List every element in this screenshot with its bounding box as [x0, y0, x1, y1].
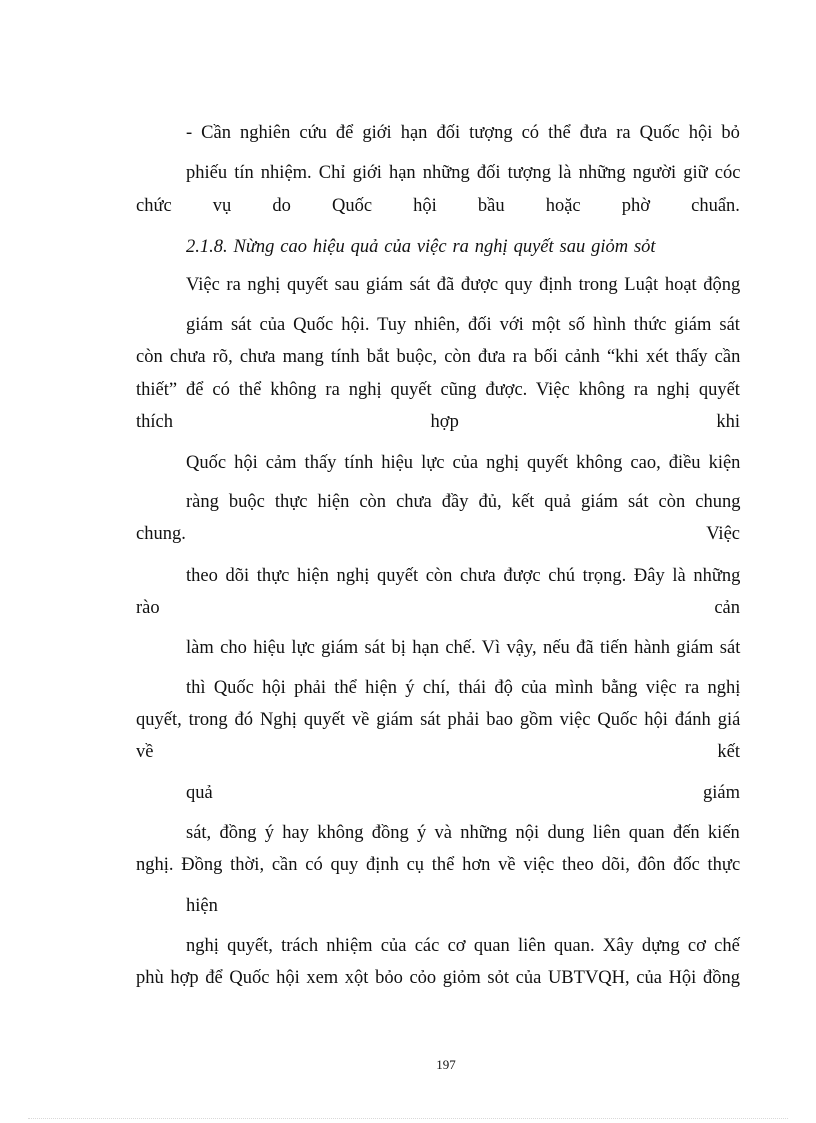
text-line: còn chưa rõ, chưa mang tính bắt buộc, còn đưa ra bối cảnh “khi xét thấy cần	[136, 347, 741, 367]
word: kết	[717, 742, 740, 762]
text-line: thiết” để có thể không ra nghị quyết cũng được. Việc không ra nghị quyết	[136, 380, 740, 400]
text-line: nghị. Đồng thời, cần có quy định cụ thể hơn về việc theo dõi, đôn đốc thực	[136, 855, 741, 875]
text-line: ràng buộc thực hiện còn chưa đầy đủ, kết quả giám sát còn chung	[186, 492, 741, 512]
text-line: Quốc hội cảm thấy tính hiệu lực của nghị quyết không cao, điều kiện	[186, 453, 741, 473]
word: chung.	[136, 524, 186, 544]
justified-line	[136, 194, 740, 218]
text-line: - Cần nghiên cứu để giới hạn đối tượng có thể đưa ra Quốc hội bỏ	[186, 123, 740, 143]
word: do	[272, 196, 291, 216]
word: khi	[716, 412, 740, 432]
justified-line	[136, 740, 740, 764]
word: vụ	[212, 196, 232, 216]
word: giám	[703, 783, 740, 803]
justified-line	[186, 781, 740, 805]
word: chức	[136, 196, 172, 216]
word: về	[136, 742, 154, 762]
word: thích	[136, 412, 173, 432]
text-line: giám sát của Quốc hội. Tuy nhiên, đối với một số hình thức giám sát	[186, 315, 740, 335]
word: bầu	[477, 196, 505, 216]
text-line: hiện	[186, 896, 218, 916]
word: hợp	[430, 412, 459, 432]
text-line: theo dõi thực hiện nghị quyết còn chưa được chú trọng. Đây là những	[186, 566, 741, 586]
word: cản	[714, 598, 740, 618]
word: hội	[413, 196, 437, 216]
text-line: phù hợp để Quốc hội xem xột bỏo cỏo giỏm sỏt của UBTVQH, của Hội đồng	[136, 968, 740, 988]
word: quả	[186, 783, 213, 803]
word: Quốc	[331, 196, 373, 216]
page-number: 197	[436, 1057, 456, 1072]
bottom-dotted-divider	[28, 1118, 788, 1119]
justified-line	[136, 596, 740, 620]
text-line: làm cho hiệu lực giám sát bị hạn chế. Vì vậy, nếu đã tiến hành giám sát	[186, 638, 741, 658]
justified-line	[136, 410, 740, 434]
word: phờ	[621, 196, 651, 216]
text-line: quyết, trong đó Nghị quyết về giám sát phải bao gồm việc Quốc hội đánh giá	[136, 710, 741, 730]
text-line: nghị quyết, trách nhiệm của các cơ quan liên quan. Xây dựng cơ chế	[186, 936, 740, 956]
justified-line	[136, 522, 740, 546]
text-line: sát, đồng ý hay không đồng ý và những nội dung liên quan đến kiến	[186, 823, 740, 843]
word: rào	[136, 598, 160, 618]
section-heading: 2.1.8. Nừng cao hiệu quả của việc ra nghị quyết sau giỏm sỏt	[186, 237, 656, 257]
word: Việc	[706, 524, 740, 544]
word: hoặc	[545, 196, 581, 216]
text-line: thì Quốc hội phải thể hiện ý chí, thái độ của mình bằng việc ra nghị	[186, 678, 741, 698]
text-line: Việc ra nghị quyết sau giám sát đã được quy định trong Luật hoạt động	[186, 275, 741, 295]
word: chuẩn.	[691, 196, 740, 216]
text-line: phiếu tín nhiệm. Chỉ giới hạn những đối tượng là những người giữ cóc	[186, 163, 741, 183]
